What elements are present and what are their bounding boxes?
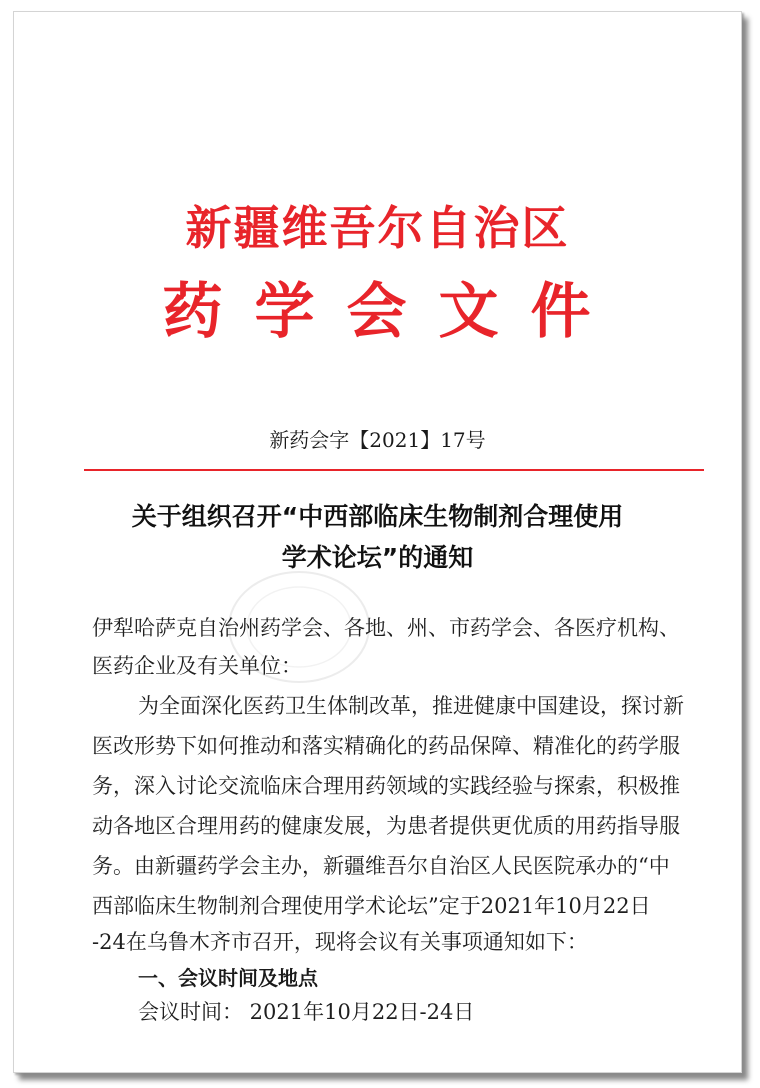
paragraph-line: 务。由新疆药学会主办，新疆维吾尔自治区人民医院承办的“中: [92, 854, 670, 878]
meeting-time-line: 会议时间： 2021年10月22日-24日: [138, 1000, 475, 1024]
paragraph-line: 为全面深化医药卫生体制改革，推进健康中国建设，探讨新: [138, 694, 684, 718]
recipients-line-1: 伊犁哈萨克自治州药学会、各地、州、市药学会、各医疗机构、: [92, 616, 680, 640]
header-doc-type: 药学会文件: [162, 277, 623, 347]
notice-title-line-2: 学术论坛”的通知: [281, 543, 474, 572]
section-heading-1: 一、会议时间及地点: [138, 966, 318, 990]
paragraph-line: 动各地区合理用药的健康发展，为患者提供更优质的用药指导服: [92, 814, 680, 838]
header-org-line: 新疆维吾尔自治区: [185, 201, 570, 255]
document-number: 新药会字【2021】17号: [269, 428, 486, 452]
paragraph-line: -24在乌鲁木齐市召开，现将会议有关事项通知如下：: [92, 930, 588, 954]
recipients-line-2: 医药企业及有关单位：: [92, 654, 302, 678]
paragraph-line: 务，深入讨论交流临床合理用药领域的实践经验与探索，积极推: [92, 774, 680, 798]
red-divider: [84, 469, 704, 471]
paragraph-line: 西部临床生物制剂合理使用学术论坛”定于2021年10月22日: [92, 894, 651, 918]
document-page: [13, 11, 742, 1073]
paragraph-line: 医改形势下如何推动和落实精确化的药品保障、精准化的药学服: [92, 734, 680, 758]
notice-title-line-1: 关于组织召开“中西部临床生物制剂合理使用: [131, 502, 624, 531]
